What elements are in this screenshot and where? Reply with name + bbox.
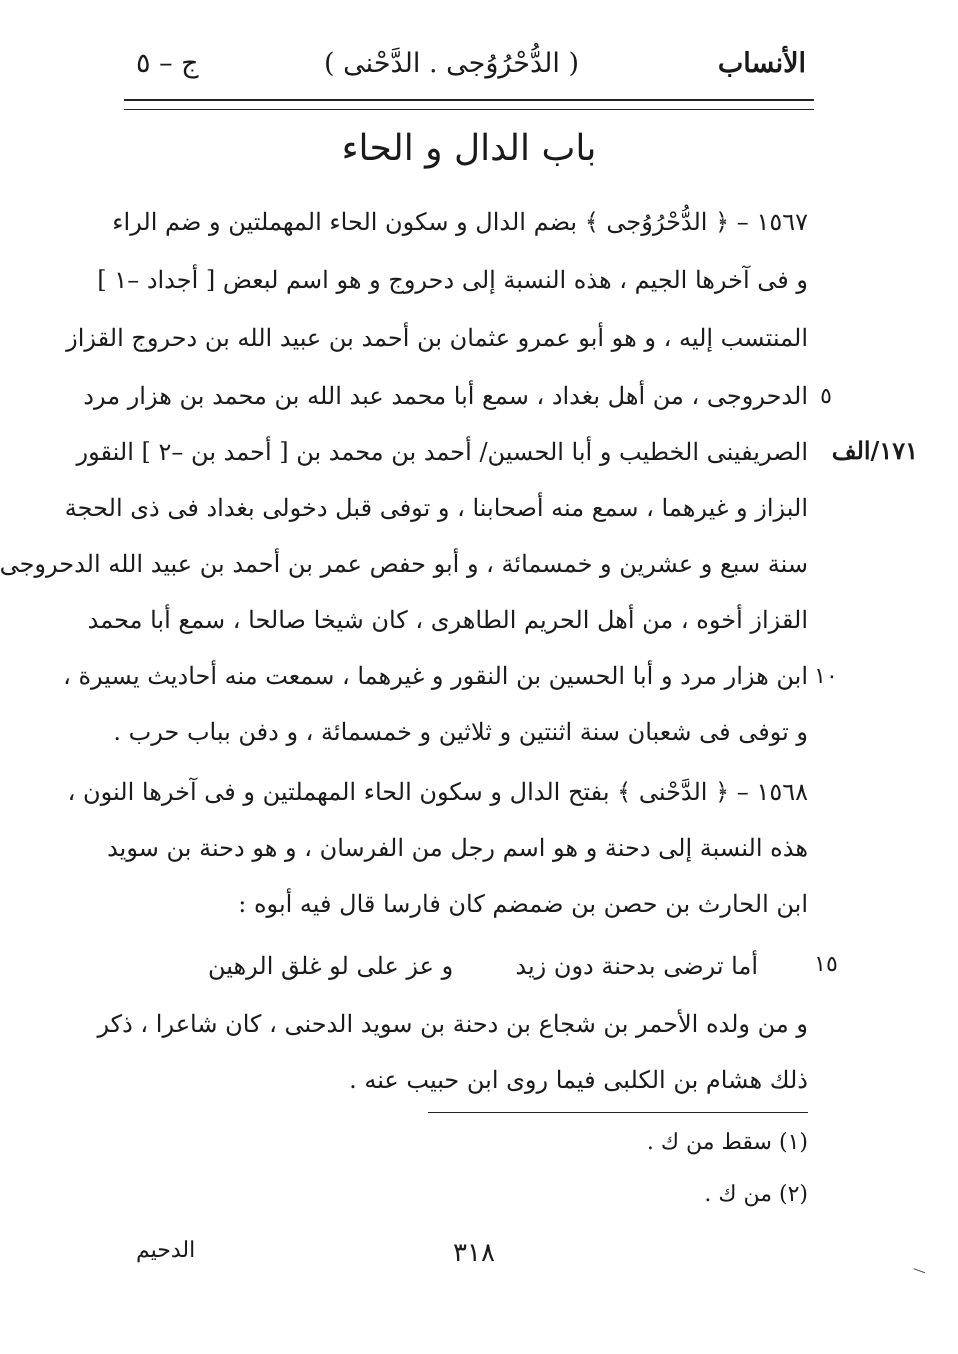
- page-number: ٣١٨: [453, 1238, 495, 1268]
- entry-1568-line-3: ابن الحارث بن حصن بن ضمضم كان فارسا قال فيه أبوه :: [238, 890, 808, 918]
- footnote-2: (٢) من ك .: [704, 1182, 808, 1207]
- line-number-10: ١٠: [814, 664, 838, 689]
- entry-1567-line-5: الصريفينى الخطيب و أبا الحسين/ أحمد بن محمد بن [ أحمد بن –٢ ] النقور: [76, 438, 808, 466]
- entry-1568-line-4: و من ولده الأحمر بن شجاع بن دحنة بن سويد الدحنى ، كان شاعرا ، ذكر: [97, 1010, 808, 1038]
- footnote-rule: [428, 1112, 808, 1113]
- entry-1568-line-2: هذه النسبة إلى دحنة و هو اسم رجل من الفرسان ، و هو دحنة بن سويد: [107, 834, 808, 862]
- header-rule-thin: [124, 109, 814, 110]
- margin-folio-marker: ١٧١/الف: [831, 436, 918, 465]
- entry-1568-line-1: ١٥٦٨ – ﴿ الدَّحْنى ﴾ بفتح الدال و سكون الحاء المهملتين و فى آخرها النون ،: [67, 778, 808, 806]
- chapter-title: باب الدال و الحاء: [341, 128, 597, 169]
- running-head-entries: ( الدُّحْرُوُجى . الدَّحْنى ): [324, 48, 579, 79]
- entry-1567-line-2: و فى آخرها الجيم ، هذه النسبة إلى دحروج و هو اسم لبعض [ أجداد –١ ]: [97, 266, 808, 294]
- line-number-15: ١٥: [814, 952, 838, 977]
- entry-1567-line-4: الدحروجى ، من أهل بغداد ، سمع أبا محمد عبد الله بن محمد بن هزار مرد: [83, 382, 808, 410]
- verse-second-hemistich: و عز على لو غلق الرهين: [208, 952, 454, 980]
- running-head-book-title: الأنساب: [717, 48, 806, 79]
- verse-first-hemistich: أما ترضى بدحنة دون زيد: [515, 952, 758, 980]
- entry-1567-line-8: القزاز أخوه ، من أهل الحريم الطاهرى ، كان شيخا صالحا ، سمع أبا محمد: [87, 606, 808, 634]
- header-rule-thick: [124, 99, 814, 101]
- edge-mark: [911, 1268, 925, 1281]
- line-number-5: ٥: [820, 384, 832, 409]
- entry-1568-line-5: ذلك هشام بن الكلبى فيما روى ابن حبيب عنه .: [349, 1066, 808, 1094]
- entry-1567-line-7: سنة سبع و عشرين و خمسمائة ، و أبو حفص عمر بن أحمد بن عبيد الله الدحروجى: [0, 550, 808, 578]
- entry-1567-line-3: المنتسب إليه ، و هو أبو عمرو عثمان بن أحمد بن عبيد الله بن دحروج القزاز: [66, 324, 808, 352]
- running-head-volume: ج – ٥: [136, 48, 199, 79]
- entry-1567-line-1: ١٥٦٧ – ﴿ الدُّحْرُوُجى ﴾ بضم الدال و سكون الحاء المهملتين و ضم الراء: [112, 208, 808, 236]
- catchword: الدحيم: [136, 1238, 196, 1263]
- footnote-1: (١) سقط من ك .: [646, 1130, 808, 1155]
- entry-1567-line-6: البزاز و غيرهما ، سمع منه أصحابنا ، و توفى قبل دخولى بغداد فى ذى الحجة: [64, 494, 808, 522]
- entry-1567-line-9: ابن هزار مرد و أبا الحسين بن النقور و غيرهما ، سمعت منه أحاديث يسيرة ،: [63, 662, 808, 690]
- entry-1567-line-10: و توفى فى شعبان سنة اثنتين و ثلاثين و خمسمائة ، و دفن بباب حرب .: [113, 718, 808, 746]
